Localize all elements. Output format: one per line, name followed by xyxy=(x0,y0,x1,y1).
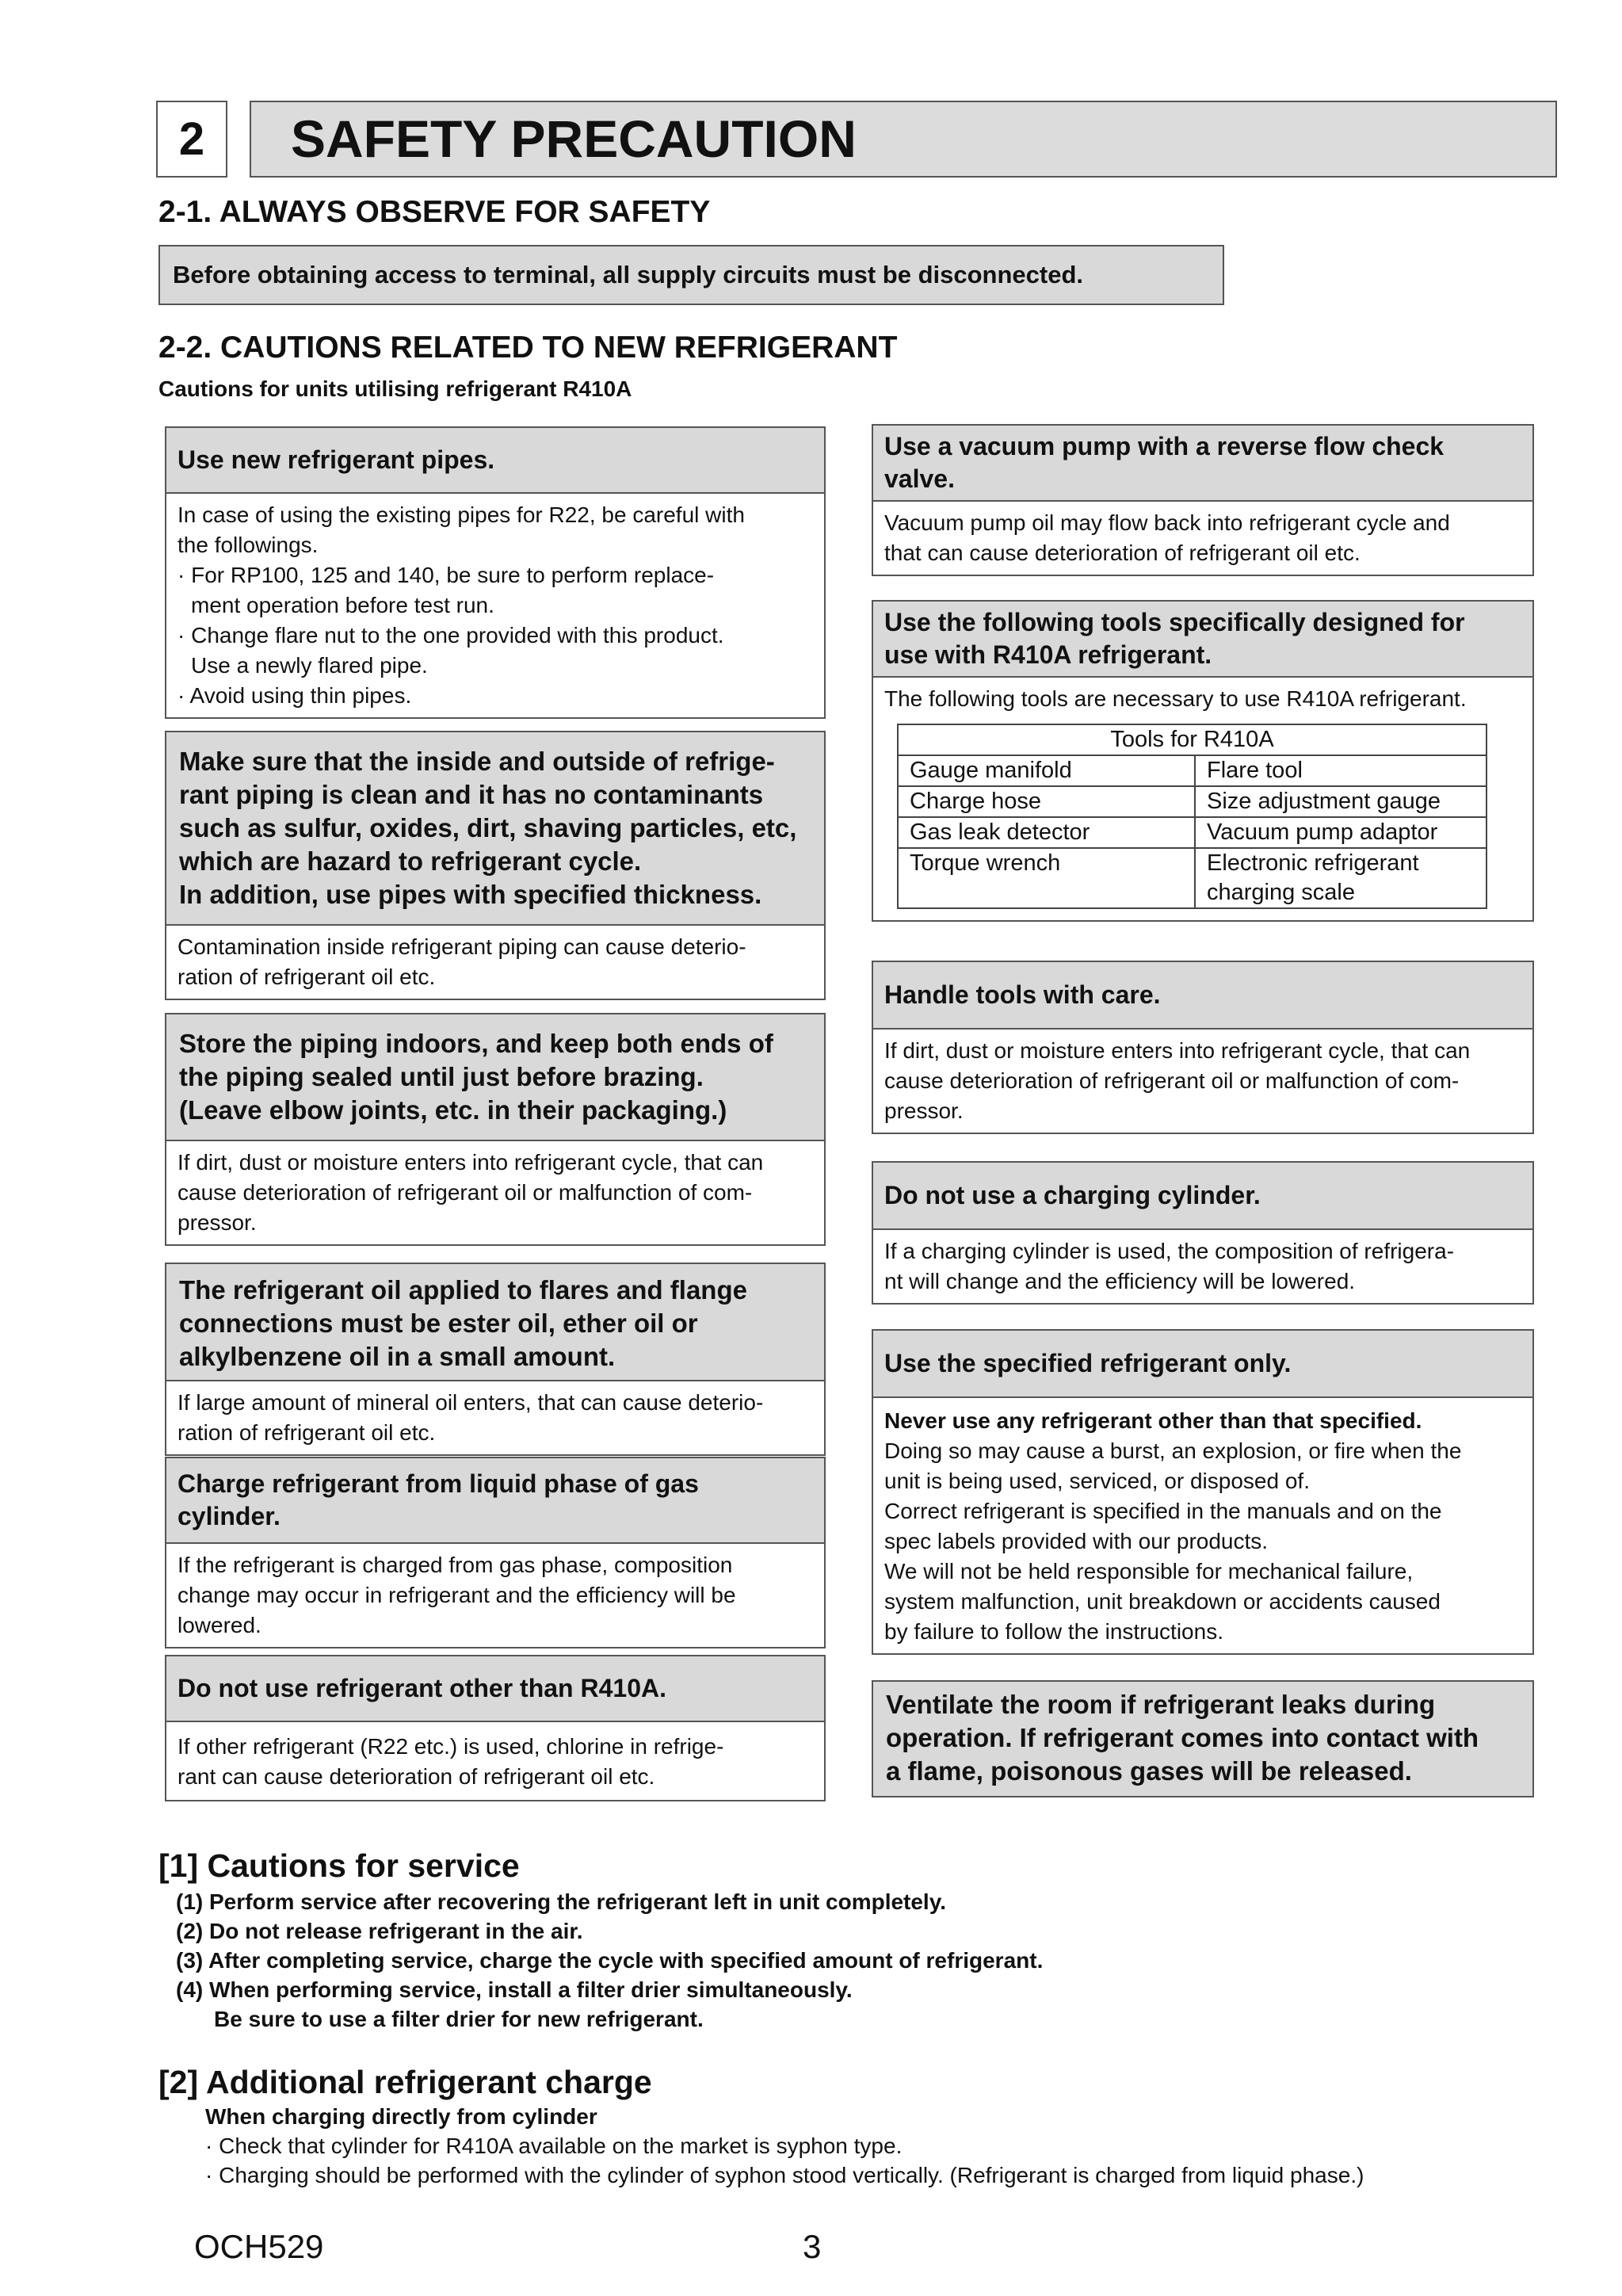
title-line: Ventilate the room if refrigerant leaks during xyxy=(886,1690,1436,1719)
caution-body xyxy=(166,1141,824,1244)
title-line: cylinder. xyxy=(177,1502,281,1530)
body-line: ment operation before test run. xyxy=(191,593,494,617)
body-line: nt will change and the efficiency will be lowered. xyxy=(884,1269,1356,1293)
caution-body xyxy=(166,494,824,717)
caution-box-clean-piping xyxy=(165,731,826,1000)
service-item: Be sure to use a filter drier for new refrigerant. xyxy=(214,2007,704,2031)
table-cell: Gauge manifold xyxy=(898,755,1195,786)
title-line: use with R410A refrigerant. xyxy=(884,640,1212,669)
caution-title xyxy=(873,426,1532,502)
tools-table xyxy=(897,724,1487,909)
body-line: Contamination inside refrigerant piping can cause deterio- xyxy=(177,934,746,959)
caution-box-new-pipes xyxy=(165,426,826,719)
caution-body xyxy=(166,1544,824,1647)
body-line: cause deterioration of refrigerant oil or malfunction of com- xyxy=(177,1180,753,1205)
section-1-heading: 2-1. ALWAYS OBSERVE FOR SAFETY xyxy=(158,195,711,229)
body-line: If a charging cylinder is used, the composition of refrigera- xyxy=(884,1239,1455,1263)
title-line: In addition, use pipes with specified thickness. xyxy=(179,880,762,909)
chapter-number: 2 xyxy=(156,101,227,178)
title-line: Use a vacuum pump with a reverse flow check xyxy=(884,432,1445,460)
body-line: change may occur in refrigerant and the efficiency will be xyxy=(177,1583,736,1607)
body-line: Use a newly flared pipe. xyxy=(191,653,428,678)
table-cell: Flare tool xyxy=(1195,755,1487,786)
body-line: The following tools are necessary to use R410A refrigerant. xyxy=(884,686,1467,711)
document-code: OCH529 xyxy=(194,2228,324,2265)
title-line: a flame, poisonous gases will be released. xyxy=(886,1756,1412,1786)
table-cell xyxy=(898,848,1195,908)
caution-body xyxy=(873,678,1532,714)
body-line: by failure to follow the instructions. xyxy=(884,1619,1223,1644)
title-line: rant piping is clean and it has no contaminants xyxy=(179,780,764,809)
table-cell: Vacuum pump adaptor xyxy=(1195,817,1487,848)
body-line: ration of refrigerant oil etc. xyxy=(177,1420,436,1445)
body-line: In case of using the existing pipes for R22, be careful with xyxy=(177,502,745,527)
table-row xyxy=(898,848,1487,908)
title-line: which are hazard to refrigerant cycle. xyxy=(179,846,642,876)
title-line: connections must be ester oil, ether oil or xyxy=(179,1308,698,1338)
caution-title: Do not use a charging cylinder. xyxy=(873,1163,1532,1230)
cell-line: Electronic refrigerant xyxy=(1207,850,1419,876)
body-line: pressor. xyxy=(884,1098,964,1123)
charge-subheading: When charging directly from cylinder xyxy=(205,2104,597,2129)
caution-title xyxy=(873,602,1532,678)
caution-title xyxy=(166,1458,824,1544)
caution-box-charging-cylinder xyxy=(872,1161,1534,1305)
body-line: · Avoid using thin pipes. xyxy=(177,683,412,708)
caution-box-liquid-phase xyxy=(165,1457,826,1648)
caution-box-store-piping xyxy=(165,1013,826,1246)
table-cell: Size adjustment gauge xyxy=(1195,786,1487,817)
caution-box-refrigerant-oil xyxy=(165,1263,826,1456)
body-line: rant can cause deterioration of refrigerant oil etc. xyxy=(177,1764,655,1789)
title-line: alkylbenzene oil in a small amount. xyxy=(179,1342,616,1371)
section-2-heading: 2-2. CAUTIONS RELATED TO NEW REFRIGERANT xyxy=(158,330,898,365)
charge-item: · Charging should be performed with the cylinder of syphon stood vertically. (Refrigerant is charged from liquid phase.) xyxy=(205,2163,1364,2187)
title-line: valve. xyxy=(884,464,955,493)
caution-title: Use the specified refrigerant only. xyxy=(873,1331,1532,1398)
body-line: If large amount of mineral oil enters, that can cause deterio- xyxy=(177,1390,764,1415)
caution-title: Use new refrigerant pipes. xyxy=(166,428,824,494)
title-line: operation. If refrigerant comes into contact with xyxy=(886,1723,1479,1752)
table-row xyxy=(898,755,1487,786)
caution-title: Do not use refrigerant other than R410A. xyxy=(166,1656,824,1722)
body-line: that can cause deterioration of refrigerant oil etc. xyxy=(884,541,1361,565)
caution-title xyxy=(166,732,824,926)
charge-item: · Check that cylinder for R410A available on the market is syphon type. xyxy=(205,2134,903,2158)
title-line: the piping sealed until just before brazing. xyxy=(179,1062,704,1091)
caution-box-r410a-tools xyxy=(872,600,1534,922)
caution-title xyxy=(166,1014,824,1141)
body-line: the followings. xyxy=(177,533,319,557)
caution-body xyxy=(166,1381,824,1454)
body-line: If dirt, dust or moisture enters into refrigerant cycle, that can xyxy=(177,1150,764,1175)
body-line: cause deterioration of refrigerant oil or malfunction of com- xyxy=(884,1068,1460,1093)
title-line: Charge refrigerant from liquid phase of gas xyxy=(177,1469,699,1498)
table-row xyxy=(898,724,1487,755)
title-line: such as sulfur, oxides, dirt, shaving particles, etc, xyxy=(179,813,797,842)
caution-body xyxy=(873,1030,1532,1133)
table-row xyxy=(898,786,1487,817)
caution-box-specified-refrigerant xyxy=(872,1329,1534,1655)
caution-title xyxy=(166,1264,824,1381)
title-line: Make sure that the inside and outside of refrige- xyxy=(179,747,775,776)
body-line: If dirt, dust or moisture enters into refrigerant cycle, that can xyxy=(884,1038,1471,1063)
service-item: (3) After completing service, charge the cycle with specified amount of refrigerant. xyxy=(176,1948,1044,1973)
body-line: unit is being used, serviced, or disposed of. xyxy=(884,1469,1310,1493)
cell-line: Torque wrench xyxy=(910,850,1061,876)
caution-body xyxy=(166,926,824,999)
caution-body xyxy=(873,1398,1532,1653)
service-heading: [1] Cautions for service xyxy=(158,1847,520,1884)
service-item: (2) Do not release refrigerant in the air. xyxy=(176,1919,583,1943)
title-line: The refrigerant oil applied to flares and flange xyxy=(179,1275,747,1305)
service-item: (4) When performing service, install a filter drier simultaneously. xyxy=(176,1977,853,2002)
title-line: Use the following tools specifically designed for xyxy=(884,608,1465,636)
body-line: · Change flare nut to the one provided with this product. xyxy=(177,623,724,648)
caution-title: Handle tools with care. xyxy=(873,962,1532,1030)
title-line: Store the piping indoors, and keep both ends of xyxy=(179,1029,773,1058)
body-line: Doing so may cause a burst, an explosion, or fire when the xyxy=(884,1438,1462,1463)
body-line-strong: Never use any refrigerant other than that specified. xyxy=(884,1408,1422,1433)
table-cell: Charge hose xyxy=(898,786,1195,817)
caution-body xyxy=(873,1230,1532,1303)
caution-title xyxy=(873,1682,1532,1796)
body-line: spec labels provided with our products. xyxy=(884,1529,1269,1553)
table-cell: Gas leak detector xyxy=(898,817,1195,848)
service-item: (1) Perform service after recovering the refrigerant left in unit completely. xyxy=(176,1889,946,1914)
page-number: 3 xyxy=(803,2228,822,2265)
body-line: We will not be held responsible for mechanical failure, xyxy=(884,1559,1414,1584)
body-line: If the refrigerant is charged from gas phase, composition xyxy=(177,1553,733,1577)
disconnect-supply-note: Before obtaining access to terminal, all supply circuits must be disconnected. xyxy=(158,245,1224,305)
body-line: ration of refrigerant oil etc. xyxy=(177,965,436,989)
table-cell xyxy=(1195,848,1487,908)
caution-box-ventilate xyxy=(872,1680,1534,1797)
body-line: If other refrigerant (R22 etc.) is used, chlorine in refrige- xyxy=(177,1734,724,1759)
table-row xyxy=(898,817,1487,848)
body-line: Correct refrigerant is specified in the manuals and on the xyxy=(884,1499,1442,1523)
charge-heading: [2] Additional refrigerant charge xyxy=(158,2064,652,2100)
body-line: system malfunction, unit breakdown or accidents caused xyxy=(884,1589,1441,1614)
body-line: Vacuum pump oil may flow back into refrigerant cycle and xyxy=(884,510,1450,535)
body-line: lowered. xyxy=(177,1613,261,1637)
caution-box-vacuum-pump xyxy=(872,424,1534,576)
cell-line: charging scale xyxy=(1207,880,1355,905)
chapter-title: SAFETY PRECAUTION xyxy=(250,101,1557,178)
caution-body xyxy=(873,502,1532,575)
caution-box-handle-tools xyxy=(872,961,1534,1134)
caution-body xyxy=(166,1722,824,1800)
caution-box-r410a-only xyxy=(165,1655,826,1801)
section-2-subheading: Cautions for units utilising refrigerant R410A xyxy=(158,376,632,401)
table-caption: Tools for R410A xyxy=(898,724,1487,755)
body-line: · For RP100, 125 and 140, be sure to perform replace- xyxy=(177,563,715,587)
title-line: (Leave elbow joints, etc. in their packaging.) xyxy=(179,1095,727,1125)
body-line: pressor. xyxy=(177,1210,257,1235)
